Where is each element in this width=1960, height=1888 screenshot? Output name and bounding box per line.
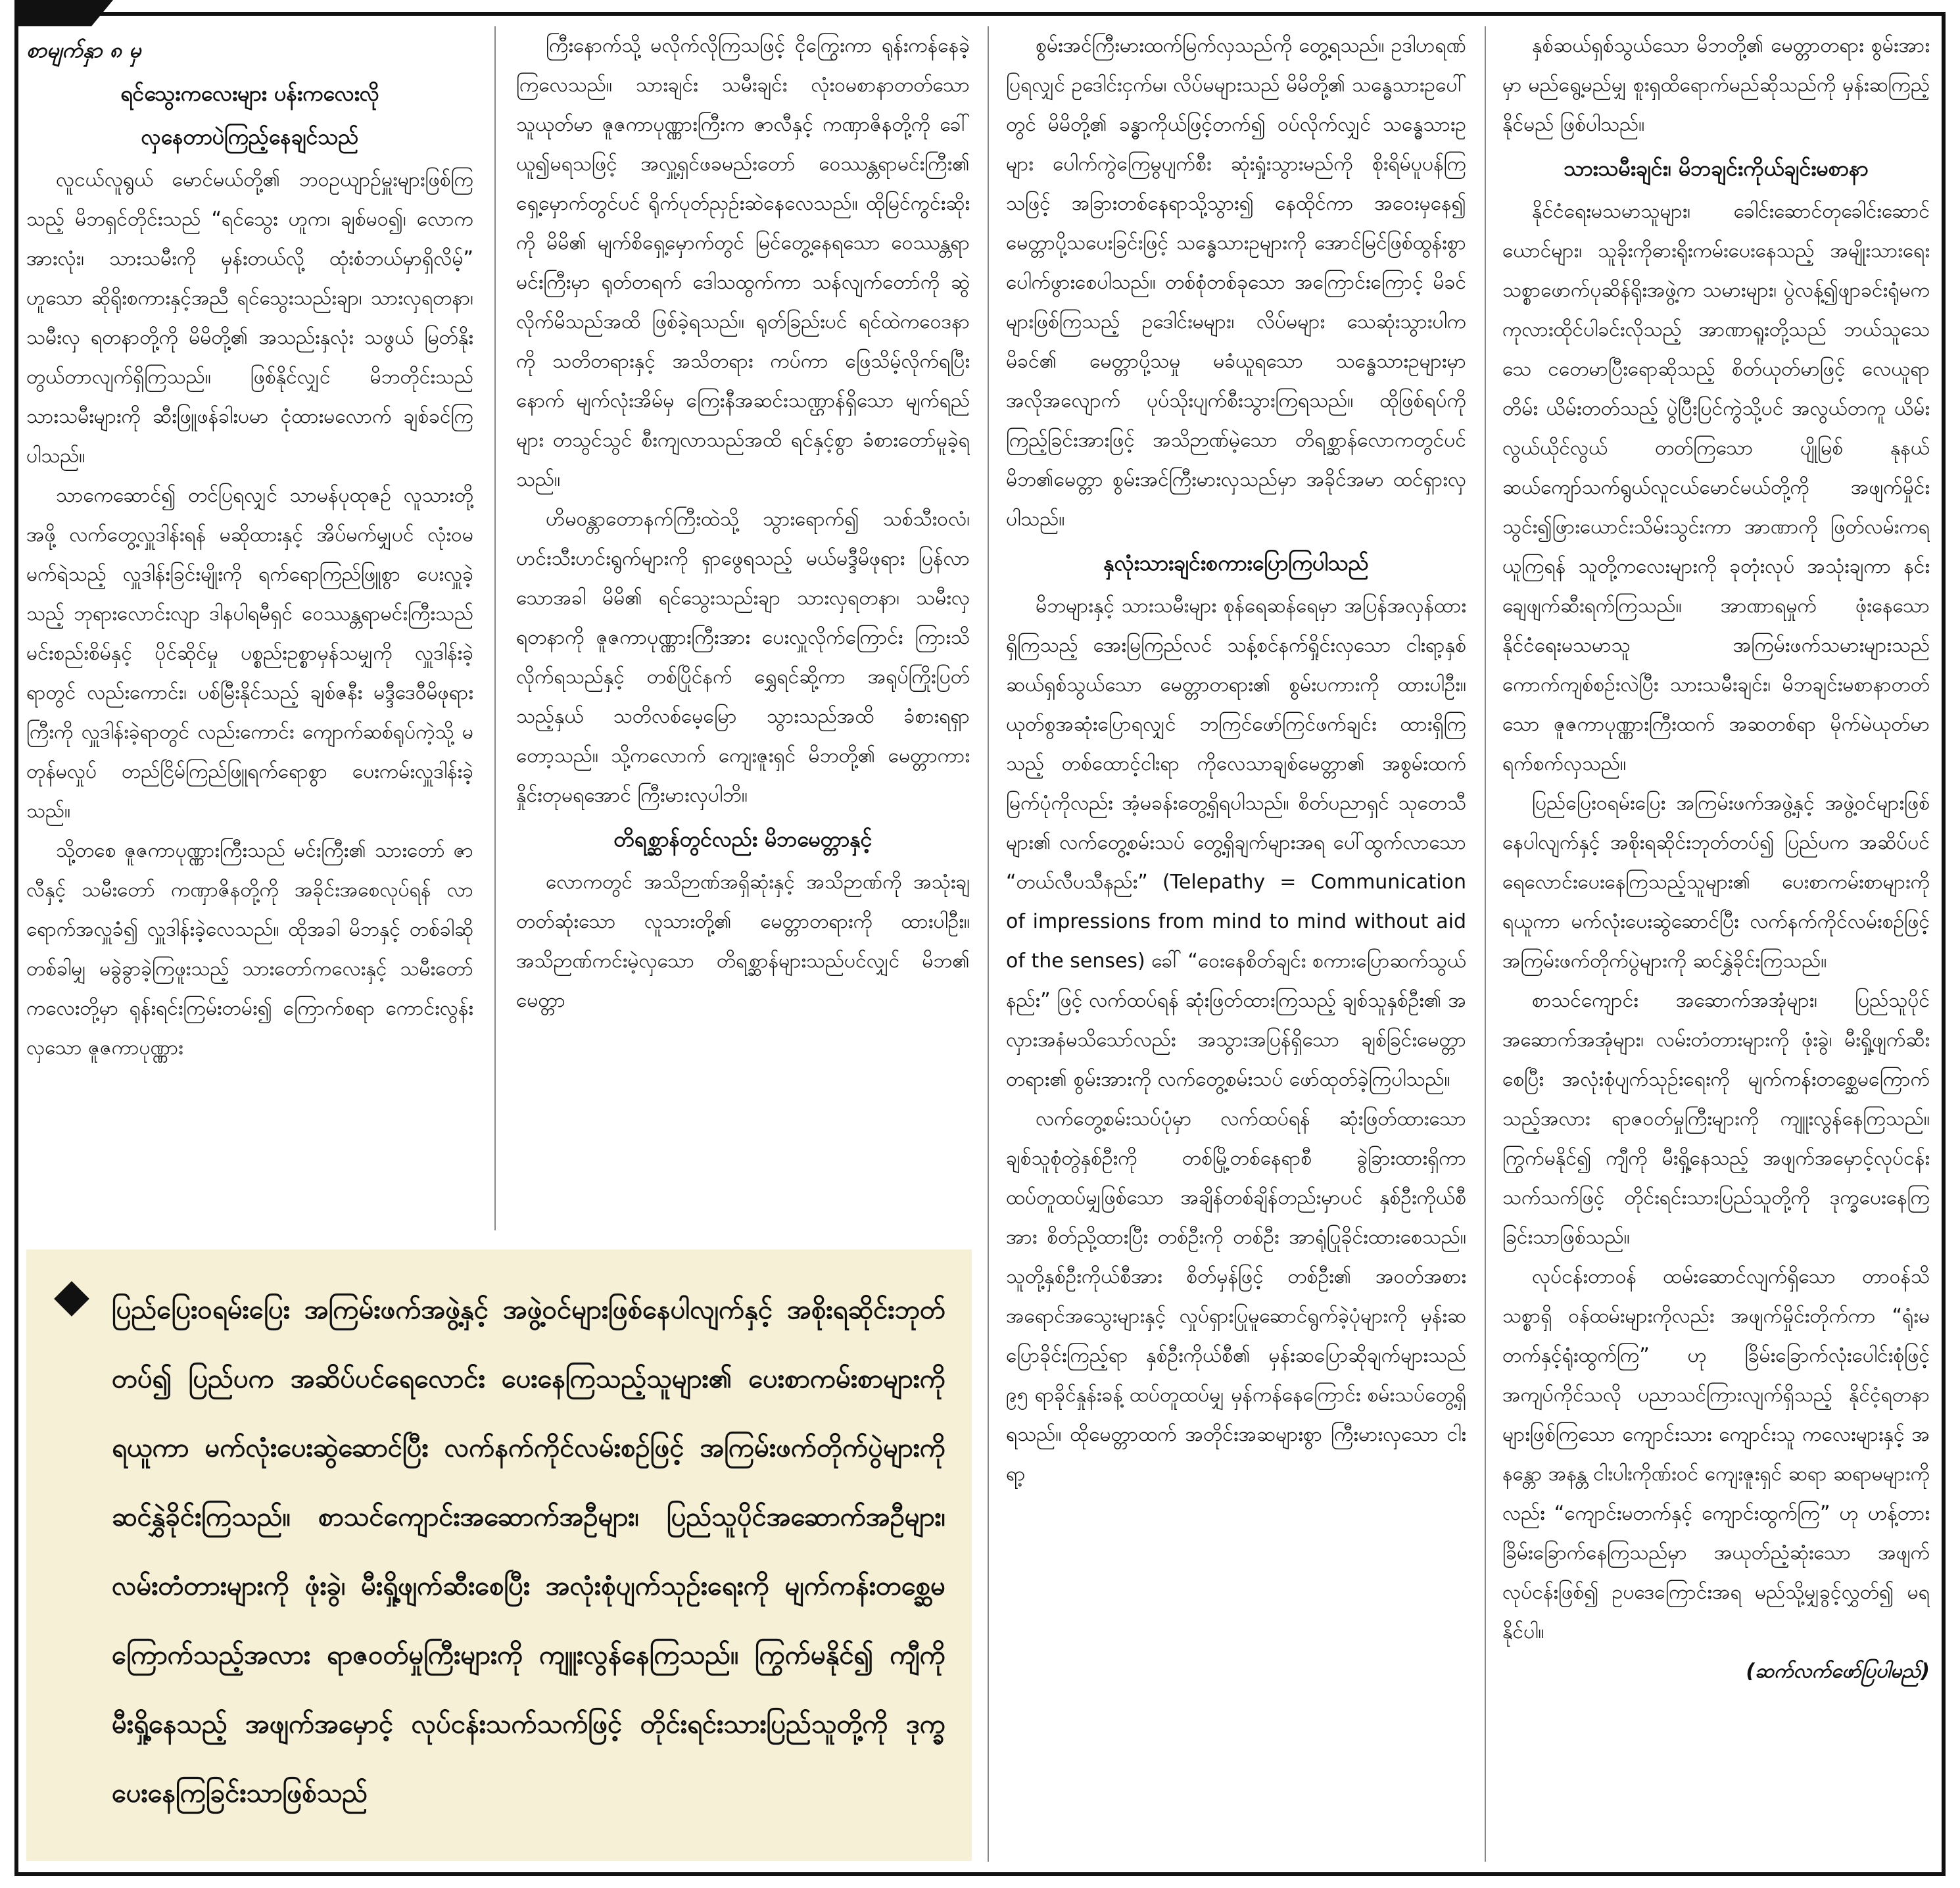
paragraph: သာကေဆောင်၍ တင်ပြရလျှင် သာမန်ပုထုဇဉ် လူသားတို့အဖို့ လက်တွေ့လှူဒါန်းရန် မဆိုထားနှင့် အိပ်မက်မျှပင် လုံးဝမမက်ရဲသည့် လှူဒါန်းခြင်းမျိုးကို ရက်ရောကြည်ဖြူစွာ ပေးလှူခဲ့သည့် ဘုရားလောင်းလျာ ဒါနပါရမီရှင် ဝေဿန္တရာမင်းကြီးသည် မင်းစည်းစိမ်နှင့် ပိုင်ဆိုင်မှု ပစ္စည်းဥစ္စာမှန်သမျှကို လှူဒါန်းခဲ့ရာတွင် လည်းကောင်း၊ ပစ်မြီးနိုင်သည့် ချစ်ဇနီး မဒ္ဒီဒေဝီမိဖုရားကြီးကို လှူဒါန်းခဲ့ရာတွင် လည်းကောင်း ကျောက်ဆစ်ရုပ်ကဲ့သို့ မတုန်မလှုပ် တည်ငြိမ်ကြည်ဖြူရက်ရောစွာ ပေးကမ်းလှူဒါန်းခဲ့သည်။ [26,484,473,823]
section-heading: နှလုံးသားချင်းစကားပြောကြပါသည် [1103,550,1369,575]
column-divider [494,26,496,1230]
paragraph: လောကတွင် အသိဉာဏ်အရှိဆုံးနှင့် အသိဉာဏ်ကို အသုံးချတတ်ဆုံးသော လူသားတို့၏ မေတ္တာတရားကို ထားပါဦး။ အသိဉာဏ်ကင်းမဲ့လှသော တိရစ္ဆာန်များသည်ပင်လျှင် မိဘ၏ မေတ္တာ [516,871,970,1012]
paragraph: လူငယ်လူရွယ် မောင်မယ်တို့၏ ဘဝဥယျာဉ်မှူးများဖြစ်ကြသည့် မိဘရှင်တိုင်းသည် “ရင်သွေး ဟူက၊ ချစ်မဝ၍၊ လောကအားလုံး၊ သားသမီးကို မှန်းတယ်လို့ ထုံးစံဘယ်မှာရှိလိမ့်” ဟူသော ဆိုရိုးစကားနှင့်အညီ ရင်သွေးသည်းချာ၊ သားလှရတနာ၊ သမီးလှ ရတနာတို့ကို မိမိတို့၏ အသည်းနှလုံး သဖွယ် မြတ်နိုးတွယ်တာလျက်ရှိကြသည်။ ဖြစ်နိုင်လျှင် မိဘတိုင်းသည် သားသမီးများကို ဆီးဖြူဖန်ခါးပမာ ငုံထားမလောက် ချစ်ခင်ကြပါသည်။ [26,168,473,468]
column-3 [1006,26,1466,1868]
paragraph: စာသင်ကျောင်း အဆောက်အအုံများ၊ ပြည်သူပိုင် အဆောက်အအုံများ၊ လမ်းတံတားများကို ဖုံးခွဲ၊ မီးရှို့ဖျက်ဆီးစေပြီး အလုံးစုံပျက်သုဉ်းရေးကို မျက်ကန်းတစ္ဆေမကြောက်သည့်အလား ရာဇဝတ်မှုကြီးများကို ကျူးလွန်နေကြသည်။ ကြွက်မနိုင်၍ ကျီကို မီးရှို့နေသည့် အဖျက်အမှောင့်လုပ်ငန်း သက်သက်ဖြင့် တိုင်းရင်းသားပြည်သူတို့ကို ဒုက္ခပေးနေကြခြင်းသာဖြစ်သည်။ [1502,989,1930,1249]
diamond-bullet-icon [54,1281,89,1317]
column-4 [1502,26,1930,1868]
paragraph: သို့တစေ ဇူဇကာပုဏ္ဏားကြီးသည် မင်းကြီး၏ သားတော် ဇာလီနှင့် သမီးတော် ကဏှာဇိနတို့ကို အခိုင်းအစေလုပ်ရန် လာရောက်အလှူခံ၍ လှူဒါန်းခဲ့လေသည်။ ထိုအခါ မိဘနှင့် တစ်ခါဆိုတစ်ခါမျှ မခွဲခွာခဲ့ကြဖူးသည့် သားတော်ကလေးနှင့် သမီးတော်ကလေးတို့မှာ ရုန်းရင်းကြမ်းတမ်း၍ ကြောက်စရာ ကောင်းလွန်းလှသော ဇူဇကာပုဏ္ဏား [26,839,473,1059]
paragraph: လုပ်ငန်းတာဝန် ထမ်းဆောင်လျက်ရှိသော တာဝန်သိသစ္စာရှိ ဝန်ထမ်းများကိုလည်း အဖျက်မှိုင်းတိုက်ကာ “ရုံးမတက်နှင့်ရုံးထွက်ကြ” ဟု ခြိမ်းခြောက်လုံးပေါင်းစုံဖြင့် အကျပ်ကိုင်သလို ပညာသင်ကြားလျက်ရှိသည့် နိုင်ငံ့ရတနာများဖြစ်ကြသော ကျောင်းသား ကျောင်းသူ ကလေးများနှင့် အနန္တော အနန္တ ငါးပါးကိုဏ်းဝင် ကျေးဇူးရှင် ဆရာ ဆရာမများကိုလည်း “ကျောင်းမတက်နှင့် ကျောင်းထွက်ကြ” ဟု ဟန့်တားခြိမ်းခြောက်နေကြသည်မှာ အယုတ်ညံ့ဆုံးသော အဖျက်လုပ်ငန်းဖြစ်၍ ဥပဒေကြောင်းအရ မည်သို့မျှခွင့်လွှတ်၍ မရနိုင်ပါ။ [1502,1265,1930,1643]
paragraph: နိုင်ငံရေးမသမာသူများ၊ ခေါင်းဆောင်တုခေါင်းဆောင်ယောင်များ၊ သူခိုးကိုဓားရိုးကမ်းပေးနေသည့် အမျိုးသားရေး သစ္စာဖောက်ပုဆိန်ရိုးအဖွဲ့က သမားများ၊ ပွဲလန့်၍ဖျာခင်းရုံမက ကုလားထိုင်ပါခင်းလိုသည့် အာဏာရူးတို့သည် ဘယ်သူသေသေ ငတေမာပြီးရောဆိုသည့် စိတ်ယုတ်မာဖြင့် လေယူရာတိမ်း ယိမ်းတတ်သည့် ပွဲပြီးပြင်ကွဲသို့ပင် အလွယ်တကူ ယိမ်းလွယ်ယိုင်လွယ် တတ်ကြသော ပျိုမြစ် နုနယ် ဆယ်ကျော်သက်ရွယ်လူငယ်မောင်မယ်တို့ကို အဖျက်မှိုင်းသွင်း၍ဖြားယောင်းသိမ်းသွင်းကာ အာဏာကို ဖြတ်လမ်းကရယူကြရန် သူတို့ကလေးများကို ခုတုံးလုပ် အသုံးချကာ နင်းချေဖျက်ဆီးရက်ကြသည်။ အာဏာရမှုက် ဖုံးနေသော နိုင်ငံရေးမသမာသူ အကြမ်းဖက်သမားများသည် ကောက်ကျစ်စဉ်းလဲပြီး သားသမီးချင်း၊ မိဘချင်းမစာနာတတ်သော ဇူဇကာပုဏ္ဏားကြီးထက် အဆတစ်ရာ မိုက်မဲယုတ်မာ ရက်စက်လှသည်။ [1502,200,1930,775]
column-2 [516,26,970,1230]
paragraph: ကြီးနောက်သို့ မလိုက်လိုကြသဖြင့် ငိုကြွေးကာ ရုန်းကန်နေခဲ့ကြလေသည်။ သားချင်း သမီးချင်း လုံးဝမစာနာတတ်သော သူယုတ်မာ ဇူဇကာပုဏ္ဏားကြီးက ဇာလီနှင့် ကဏှာဇိနတို့ကို ခေါ်ယူ၍မရသဖြင့် အလှူ့ရှင်ဖခမည်းတော် ဝေဿန္တရာမင်းကြီး၏ ရှေ့မှောက်တွင်ပင် ရိုက်ပုတ်ညှဉ်းဆဲနေလေသည်။ ထိုမြင်ကွင်းဆိုးကို မိမိ၏ မျက်စိရှေ့မှောက်တွင် မြင်တွေ့နေရသော ဝေဿန္တရာမင်းကြီးမှာ ရုတ်တရက် ဒေါသထွက်ကာ သန်လျက်တော်ကို ဆွဲလိုက်မိသည်အထိ ဖြစ်ခဲ့ရသည်။ ရုတ်ခြည်းပင် ရင်ထဲကဝေဒနာကို သတိတရားနှင့် အသိတရား ကပ်ကာ ဖြေသိမ့်လိုက်ရပြီးနောက် မျက်လုံးအိမ်မှ ကြေးနီအဆင်းသဏ္ဌာန်ရှိသော မျက်ရည်များ တသွင်သွင် စီးကျလာသည်အထိ ရင်နှင့်စွာ ခံစားတော်မူခဲ့ရသည်။ [516,34,970,491]
paragraph: မိဘများနှင့် သားသမီးများ စုန်ရေဆန်ရေမှာ အပြန်အလှန်ထားရှိကြသည့် အေးမြကြည်လင် သန့်စင်နက်ရှိုင်းလှသော ငါးရာ့နှစ်ဆယ်ရှစ်သွယ်သော မေတ္တာတရား၏ စွမ်းပကားကို ထားပါဦး။ ယုတ်စွအဆုံးပြောရလျှင် ဘကြင်ဖော်ကြင်ဖက်ချင်း ထားရှိကြသည့် တစ်ထောင့်ငါးရာ ကိုလေသာချစ်မေတ္တာ၏ အစွမ်းထက်မြက်ပုံကိုလည်း အံ့မခန်းတွေ့ရှိရပါသည်။ စိတ်ပညာရှင် သုတေသီများ၏ လက်တွေ့စမ်းသပ် တွေ့ရှိချက်များအရ ပေါ်ထွက်လာသော “တယ်လီပသီနည်း” (Telepathy = Communication of impressions from mind to mind without aid of the senses) ခေါ် “ဝေးနေစိတ်ချင်း စကားပြောဆက်သွယ်နည်း” ဖြင့် လက်ထပ်ရန် ဆုံးဖြတ်ထားကြသည့် ချစ်သူနှစ်ဦး၏ အလှားအနံမသိသော်လည်း အသွားအပြန်ရှိသော ချစ်ခြင်းမေတ္တာတရား၏ စွမ်းအားကို လက်တွေ့စမ်းသပ် ဖော်ထုတ်ခဲ့ကြပါသည်။ [1006,594,1466,1091]
paragraph: နှစ်ဆယ်ရှစ်သွယ်သော မိဘတို့၏ မေတ္တာတရား စွမ်းအားမှာ မည်ရွေ့မည်မျှ စူးရှထိရောက်မည်ဆိုသည်ကို မှန်းဆကြည့်နိုင်မည် ဖြစ်ပါသည်။ [1502,34,1930,136]
paragraph: စွမ်းအင်ကြီးမားထက်မြက်လှသည်ကို တွေ့ရသည်။ ဥဒါဟရဏ်ပြရလျှင် ဥဒေါင်းငှက်မ၊ လိပ်မများသည် မိမိတို့၏ သန္ဓေသားဥပေါ်တွင် မိမိတို့၏ ခန္ဓာကိုယ်ဖြင့်တက်၍ ဝပ်လိုက်လျှင် သန္ဓေသားဥများ ပေါက်ကွဲကြေမွပျက်စီး ဆုံးရှုံးသွားမည်ကို စိုးရိမ်ပူပန်ကြသဖြင့် အခြားတစ်နေရာသို့သွား၍ နေထိုင်ကာ အဝေးမှနေ၍ မေတ္တာပို့သပေးခြင်းဖြင့် သန္ဓေသားဥများကို အောင်မြင်ဖြစ်ထွန်းစွာ ပေါက်ဖွားစေပါသည်။ တစ်စုံတစ်ခုသော အကြောင်းကြောင့် မိခင်များဖြစ်ကြသည့် ဥဒေါင်းမများ၊ လိပ်မများ သေဆုံးသွားပါက မိခင်၏ မေတ္တာပို့သမှု မခံယူရသော သန္ဓေသားဥများမှာ အလိုအလျောက် ပုပ်သိုးပျက်စီးသွားကြရသည်။ ထိုဖြစ်ရပ်ကို ကြည့်ခြင်းအားဖြင့် အသိဉာဏ်မဲ့သော တိရစ္ဆာန်လောကတွင်ပင် မိဘ၏မေတ္တာ စွမ်းအင်ကြီးမားလှသည်မှာ အခိုင်အမာ ထင်ရှားလှပါသည်။ [1006,34,1466,531]
column-1 [26,26,473,1230]
continued-from-label: စာမျက်နှာ ၈ မှ [26,37,141,62]
paragraph: ဟိမဝန္တာတောနက်ကြီးထဲသို့ သွားရောက်၍ သစ်သီးဝလံ၊ ဟင်းသီးဟင်းရွက်များကို ရှာဖွေရသည့် မယ်မဒ္ဒီမိဖုရား ပြန်လာသောအခါ မိမိ၏ ရင်သွေးသည်းချာ သားလှရတနာ၊ သမီးလှရတနာကို ဇူဇကာပုဏ္ဏားကြီးအား ပေးလှူလိုက်ကြောင်း ကြားသိလိုက်ရသည်နှင့် တစ်ပြိုင်နက် ရွှေရင်ဆို့ကာ အရုပ်ကြိုးပြတ်သည့်နှယ် သတိလစ်မေ့မြော သွားသည်အထိ ခံစားရရှာတော့သည်။ သို့ကလောက် ကျေးဇူးရှင် မိဘတို့၏ မေတ္တာကား နှိုင်းတုမရအောင် ကြီးမားလှပါဘိ။ [516,508,970,807]
column-divider [988,26,989,1862]
pull-quote-box [26,1249,972,1861]
column-divider [1485,26,1486,1862]
section-heading: တိရစ္ဆာန်တွင်လည်း မိဘမေတ္တာနှင့် [613,827,872,852]
pull-quote-text: ပြည်ပြေးဝရမ်းပြေး အကြမ်းဖက်အဖွဲ့နှင့် အဖွဲ့ဝင်များဖြစ်နေပါလျက်နှင့် အစိုးရဆိုင်းဘုတ်တပ်၍ ပြည်ပက အဆိပ်ပင်ရေလောင်း ပေးနေကြသည့်သူများ၏ ပေးစာကမ်းစာများကိုရယူကာ မက်လုံးပေးဆွဲဆောင်ပြီး လက်နက်ကိုင်လမ်းစဉ်ဖြင့် အကြမ်းဖက်တိုက်ပွဲများကို ဆင်နွှဲခိုင်းကြသည်။ စာသင်ကျောင်းအဆောက်အဦများ၊ ပြည်သူပိုင်အဆောက်အဦများ၊ လမ်းတံတားများကို ဖုံးခွဲ၊ မီးရှို့ဖျက်ဆီးစေပြီး အလုံးစုံပျက်သုဉ်းရေးကို မျက်ကန်းတစ္ဆေမကြောက်သည့်အလား ရာဇဝတ်မှုကြီးများကို ကျူးလွန်နေကြသည်။ ကြွက်မနိုင်၍ ကျီကိုမီးရှို့နေသည့် အဖျက်အမှောင့် လုပ်ငန်းသက်သက်ဖြင့် တိုင်းရင်းသားပြည်သူတို့ကို ဒုက္ခပေးနေကြခြင်းသာဖြစ်သည် [112,1295,945,1808]
article-heading-line-1: ရင်သွေးကလေးများ ပန်းကလေးလို [120,81,379,106]
section-heading: သားသမီးချင်း၊ မိဘချင်းကိုယ်ချင်းမစာနာ [1564,156,1869,181]
paragraph: ပြည်ပြေးဝရမ်းပြေး အကြမ်းဖက်အဖွဲ့နှင့် အဖွဲ့ဝင်များဖြစ်နေပါလျက်နှင့် အစိုးရဆိုင်းဘုတ်တပ်၍ ပြည်ပက အဆိပ်ပင်ရေလောင်းပေးနေကြသည့်သူများ၏ ပေးစာကမ်းစာများကို ရယူကာ မက်လုံးပေးဆွဲဆောင်ပြီး လက်နက်ကိုင်လမ်းစဉ်ဖြင့် အကြမ်းဖက်တိုက်ပွဲများကို ဆင်နွှဲခိုင်းကြသည်။ [1502,792,1930,973]
continued-note: (ဆက်လက်ဖော်ပြပါမည်) [1746,1660,1930,1683]
article-heading-line-2: လှနေတာပဲကြည့်နေချင်သည် [141,124,359,149]
paragraph: လက်တွေ့စမ်းသပ်ပုံမှာ လက်ထပ်ရန် ဆုံးဖြတ်ထားသော ချစ်သူစုံတွဲနှစ်ဦးကို တစ်မြို့တစ်နေရာစီ ခွဲခြားထားရှိကာ ထပ်တူထပ်မျှဖြစ်သော အချိန်တစ်ချိန်တည်းမှာပင် နှစ်ဦးကိုယ်စီအား စိတ်ညို့ထားပြီး တစ်ဦးကို တစ်ဦး အာရုံပြုခိုင်းထားစေသည်။ သူတို့နှစ်ဦးကိုယ်စီအား စိတ်မှန်ဖြင့် တစ်ဦး၏ အဝတ်အစားအရောင်အသွေးများနှင့် လှုပ်ရှားပြုမူဆောင်ရွက်ခဲ့ပုံများကို မှန်းဆပြောခိုင်းကြည့်ရာ နှစ်ဦးကိုယ်စီ၏ မှန်းဆပြောဆိုချက်များသည် ၉၅ ရာခိုင်နှုန်းခန့် ထပ်တူထပ်မျှ မှန်ကန်နေကြောင်း စမ်းသပ်တွေ့ရှိရသည်။ ထိုမေတ္တာထက် အတိုင်းအဆများစွာ ကြီးမားလှသော ငါးရာ့ [1006,1107,1466,1486]
